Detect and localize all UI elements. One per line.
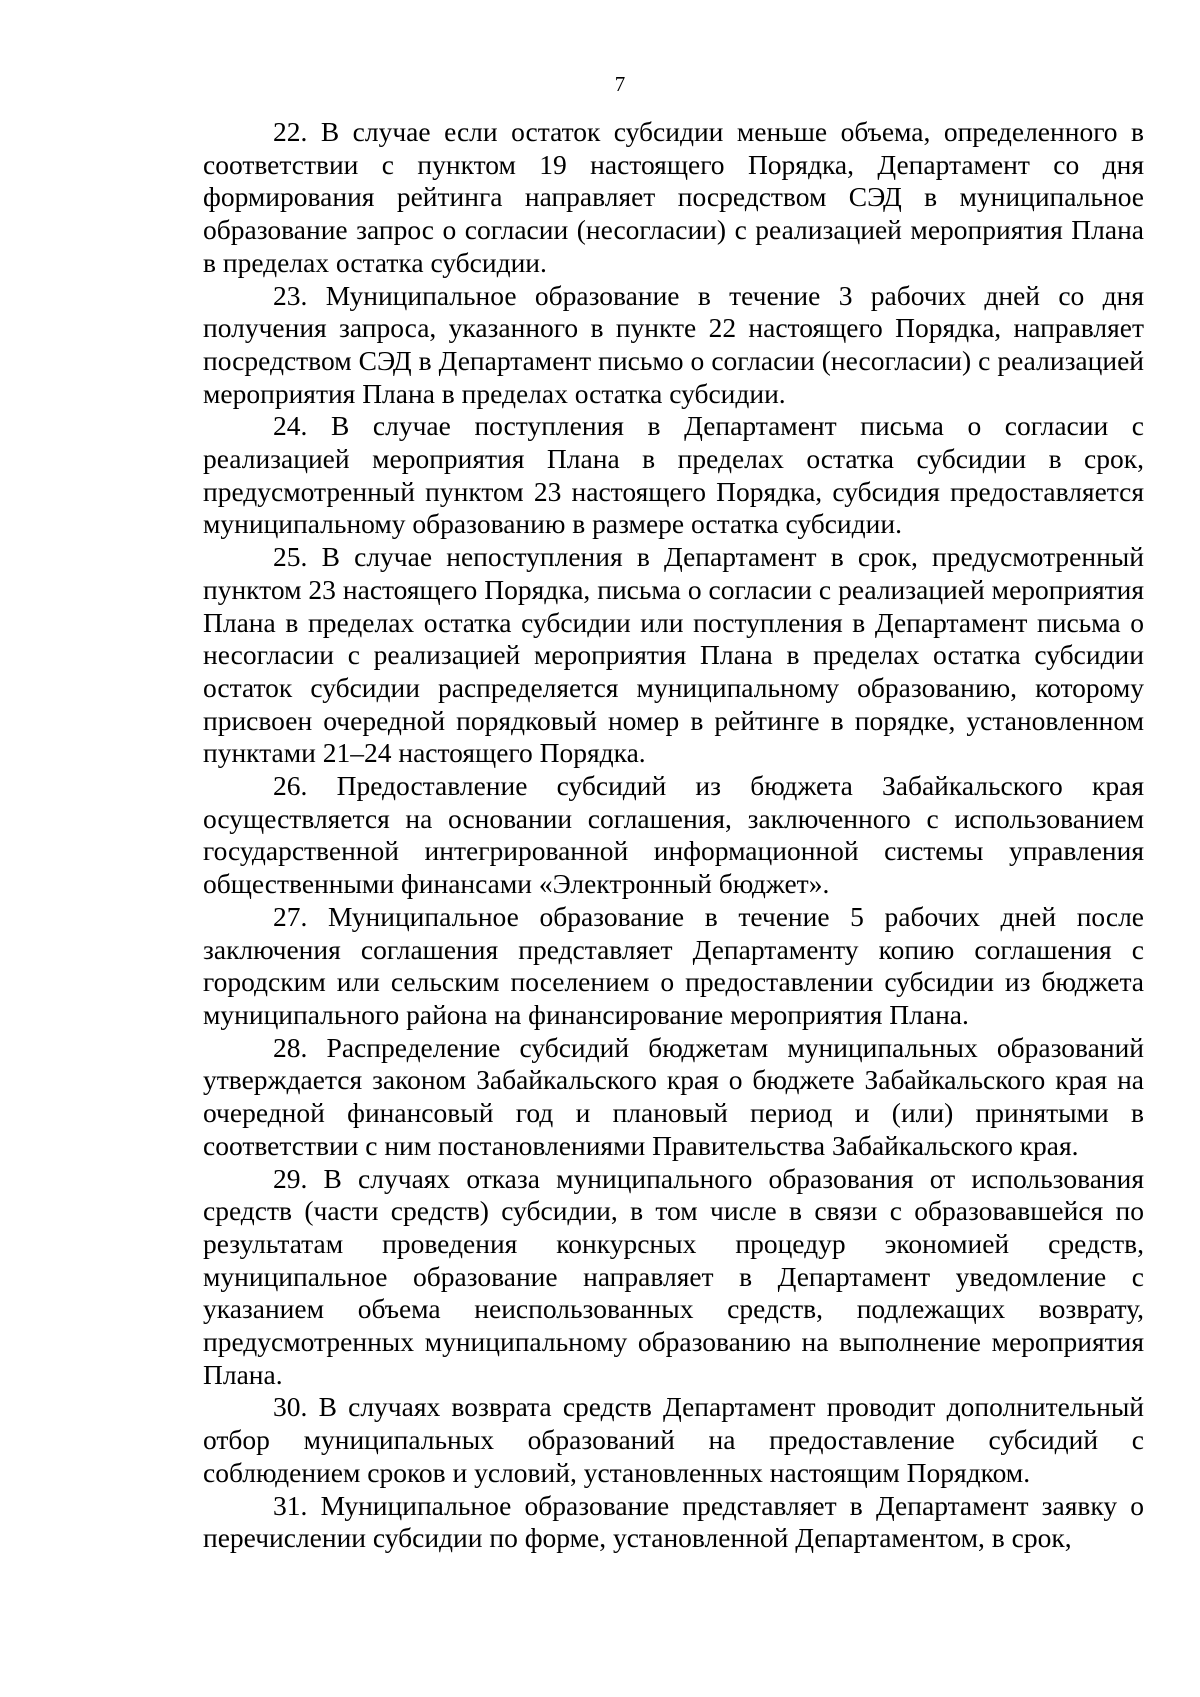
paragraph-number: 24.	[273, 410, 308, 442]
paragraph-number: 29.	[273, 1162, 308, 1194]
paragraph-27	[203, 901, 1144, 1032]
paragraph-24	[203, 410, 1144, 541]
paragraph-text: Муниципальное образование представляет в Департамент заявку о перечислении субсидии по форме, установленной Департаментом, в срок,	[203, 1489, 1145, 1554]
paragraph-text: Предоставление субсидий из бюджета Забайкальского края осуществляется на основании соглашения, заключенного с использованием государственной интегрированной информационной системы управления общественными финансами «Электронный бюджет».	[203, 770, 1144, 900]
paragraph-31	[203, 1490, 1144, 1555]
paragraph-30	[203, 1391, 1144, 1489]
paragraph-number: 31.	[273, 1489, 308, 1521]
paragraph-number: 26.	[273, 770, 308, 802]
paragraph-text: В случаях возврата средств Департамент проводит дополнительный отбор муниципальных образований на предоставление субсидий с соблюдением сроков и условий, установленных настоящим Порядком.	[203, 1391, 1145, 1488]
paragraph-text: В случае если остаток субсидии меньше объема, определенного в соответствии с пунктом 19 настоящего Порядка, Департамент со дня формирования рейтинга направляет посредством СЭД в муниципальное образование запрос о согласии (несогласии) с реализацией мероприятия Плана в пределах остатка субсидии.	[203, 116, 1145, 278]
paragraph-number: 30.	[273, 1391, 308, 1423]
paragraph-text: В случаях отказа муниципального образования от использования средств (части средств) субсидии, в том числе в связи с образовавшейся по результатам проведения конкурсных процедур экономией средств, муниципальное образование направляет в Департамент уведомление с указанием объема неиспользованных средств, подлежащих возврату, предусмотренных муниципальному образованию на выполнение мероприятия Плана.	[203, 1162, 1144, 1390]
paragraph-number: 25.	[273, 541, 308, 573]
paragraph-22	[203, 116, 1144, 280]
paragraph-25	[203, 541, 1144, 770]
document-body	[203, 116, 1144, 1555]
paragraph-26	[203, 770, 1144, 901]
paragraph-text: Распределение субсидий бюджетам муниципальных образований утверждается законом Забайкальского края о бюджете Забайкальского края на очередной финансовый год и плановый период и (или) принятыми в соответствии с ним постановлениями Правительства Забайкальского края.	[203, 1031, 1145, 1161]
paragraph-text: В случае непоступления в Департамент в срок, предусмотренный пунктом 23 настоящего Порядка, письма о согласии с реализацией мероприятия Плана в пределах остатка субсидии или поступления в Департамент письма о несогласии с реализацией мероприятия Плана в пределах остатка субсидии остаток субсидии распределяется муниципальному образованию, которому присвоен очередной порядковый номер в рейтинге в порядке, установленном пунктами 21–24 настоящего Порядка.	[203, 541, 1145, 769]
paragraph-number: 22.	[273, 116, 308, 147]
paragraph-29	[203, 1163, 1144, 1392]
paragraph-text: Муниципальное образование в течение 5 рабочих дней после заключения соглашения представляет Департаменту копию соглашения с городским или сельским поселением о предоставлении субсидии из бюджета муниципального района на финансирование мероприятия Плана.	[203, 900, 1145, 1030]
paragraph-number: 23.	[273, 279, 308, 311]
paragraph-text: Муниципальное образование в течение 3 рабочих дней со дня получения запроса, указанного в пункте 22 настоящего Порядка, направляет посредством СЭД в Департамент письмо о согласии (несогласии) с реализацией мероприятия Плана в пределах остатка субсидии.	[203, 279, 1145, 409]
paragraph-number: 28.	[273, 1031, 308, 1063]
paragraph-23	[203, 280, 1144, 411]
paragraph-text: В случае поступления в Департамент письма о согласии с реализацией мероприятия Плана в пределах остатка субсидии в срок, предусмотренный пунктом 23 настоящего Порядка, субсидия предоставляется муниципальному образованию в размере остатка субсидии.	[203, 410, 1145, 540]
paragraph-28	[203, 1032, 1144, 1163]
page-number: 7	[614, 72, 626, 96]
paragraph-number: 27.	[273, 900, 308, 932]
